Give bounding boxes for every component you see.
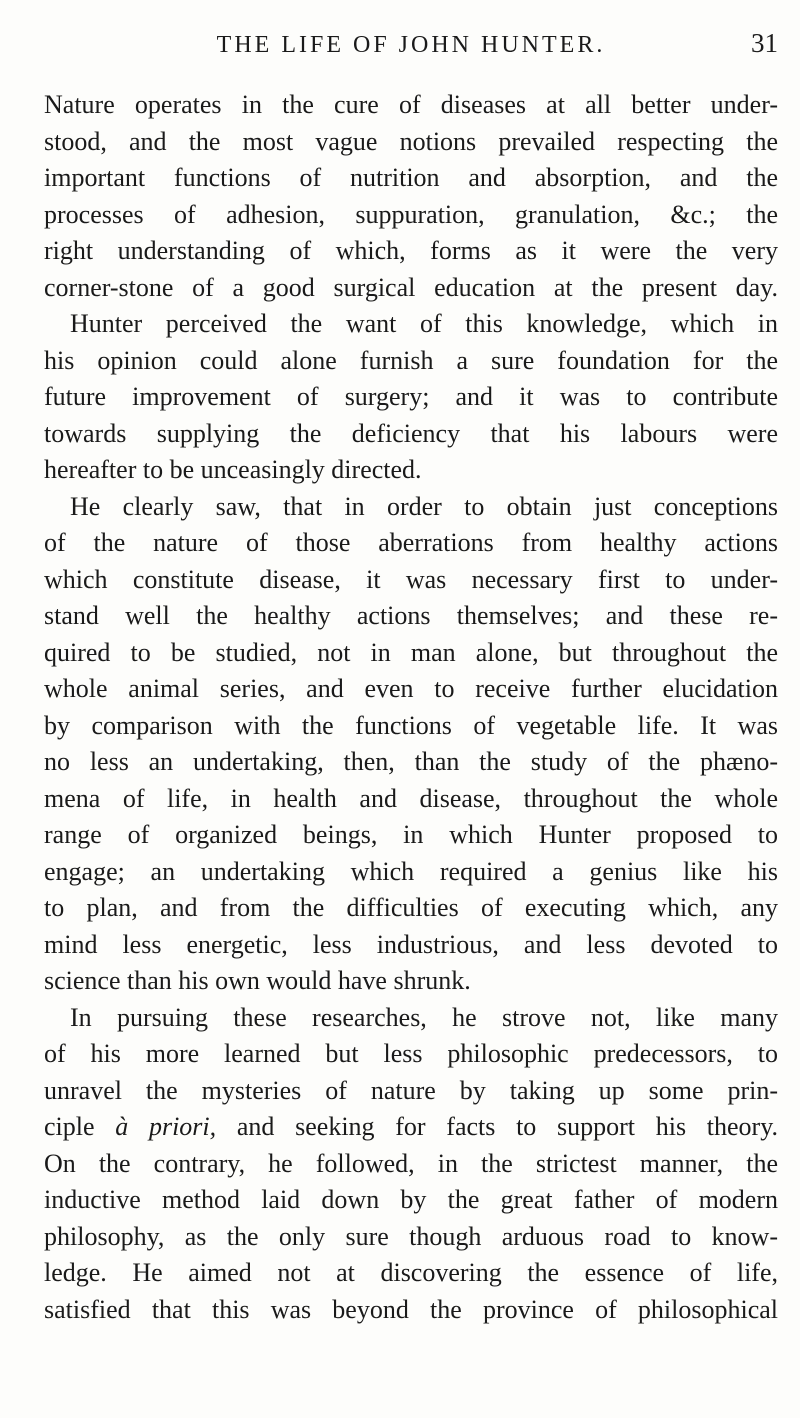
text-line: hereafter to be unceasingly directed. xyxy=(44,455,422,484)
running-head xyxy=(44,28,778,68)
text-line: no less an undertaking, then, than the study of the phæno- xyxy=(44,747,778,776)
page-number: 31 xyxy=(751,28,778,58)
text-line: of his more learned but less philosophic predecessors, to xyxy=(44,1039,778,1068)
text-line: engage; an undertaking which required a genius like his xyxy=(44,856,778,886)
text-fragment: ciple xyxy=(44,1112,95,1141)
text-line: Nature operates in the cure of diseases at all better under- xyxy=(44,90,778,119)
text-line: range of organized beings, in which Hunter proposed to xyxy=(44,820,778,849)
body-text xyxy=(44,87,778,1328)
text-line: whole animal series, and even to receive further elucidation xyxy=(44,674,778,703)
text-line: corner-stone of a good surgical education at the present day. xyxy=(44,272,778,302)
text-line: processes of adhesion, suppuration, granulation, &c.; the xyxy=(44,199,778,229)
text-line: his opinion could alone furnish a sure foundation for the xyxy=(44,345,778,375)
text-line: mena of life, in health and disease, throughout the whole xyxy=(44,783,778,813)
text-line: quired to be studied, not in man alone, but throughout the xyxy=(44,637,778,667)
text-line: satisfied that this was beyond the province of philosophical xyxy=(44,1294,778,1324)
text-line: to plan, and from the difficulties of executing which, any xyxy=(44,893,778,922)
text-line: ledge. He aimed not at discovering the essence of life, xyxy=(44,1258,778,1287)
text-line: On the contrary, he followed, in the strictest manner, the xyxy=(44,1148,778,1178)
text-line: In pursuing these researches, he strove not, like many xyxy=(70,1002,778,1032)
text-line: stand well the healthy actions themselves; and these re- xyxy=(44,601,778,630)
text-fragment: and seeking for facts to support his theory. xyxy=(236,1112,778,1141)
text-line-with-italic xyxy=(44,1109,778,1146)
text-line: of the nature of those aberrations from healthy actions xyxy=(44,528,778,557)
text-line: stood, and the most vague notions prevailed respecting the xyxy=(44,126,778,156)
text-line: important functions of nutrition and absorption, and the xyxy=(44,163,778,192)
text-line: inductive method laid down by the great father of modern xyxy=(44,1185,778,1214)
running-title: THE LIFE OF JOHN HUNTER. xyxy=(216,32,606,58)
italic-phrase: à priori, xyxy=(115,1112,217,1141)
text-line: mind less energetic, less industrious, and less devoted to xyxy=(44,929,778,959)
text-line: towards supplying the deficiency that his labours were xyxy=(44,418,778,448)
text-line: which constitute disease, it was necessary first to under- xyxy=(44,564,778,594)
text-line: future improvement of surgery; and it was to contribute xyxy=(44,382,778,411)
text-line: right understanding of which, forms as it were the very xyxy=(44,236,778,265)
text-line: unravel the mysteries of nature by taking up some prin- xyxy=(44,1075,778,1105)
text-line: He clearly saw, that in order to obtain just conceptions xyxy=(70,491,778,521)
text-line: by comparison with the functions of vegetable life. It was xyxy=(44,710,778,740)
text-line: Hunter perceived the want of this knowledge, which in xyxy=(70,309,778,338)
text-line: philosophy, as the only sure though arduous road to know- xyxy=(44,1221,778,1251)
text-line: science than his own would have shrunk. xyxy=(44,966,471,995)
